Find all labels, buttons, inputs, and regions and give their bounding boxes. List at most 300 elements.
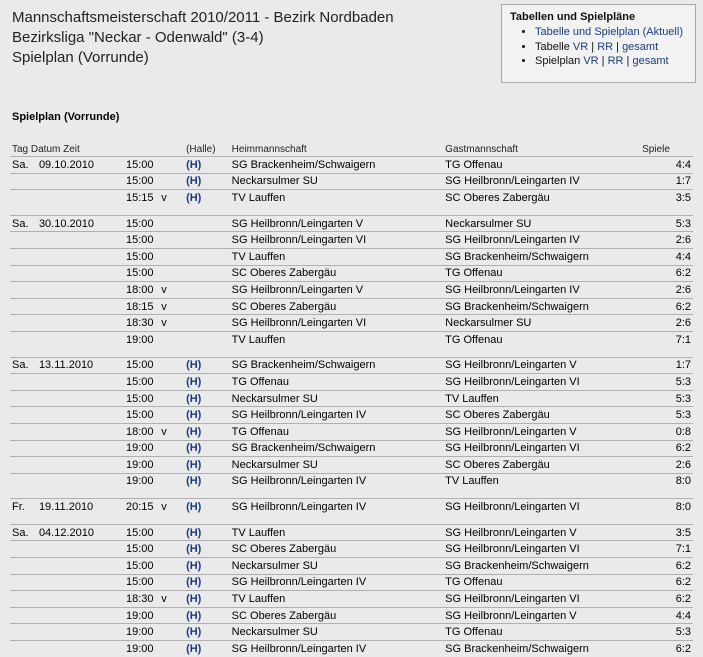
day-cell (10, 473, 37, 489)
home-team-link[interactable]: Neckarsulmer SU (231, 175, 318, 188)
time-cell: 19:00 (124, 457, 159, 474)
home-team-cell (230, 524, 444, 541)
halle-cell (184, 298, 230, 315)
day-cell (10, 298, 37, 315)
home-team-link[interactable]: TV Lauffen (231, 191, 286, 204)
home-team-link[interactable]: SG Brackenheim/Schwaigern (231, 442, 376, 455)
day-spacer (10, 515, 693, 525)
postponed-cell (159, 457, 184, 474)
halle-cell: (H) (184, 558, 230, 575)
guest-team-link[interactable]: TG Offenau (445, 158, 503, 171)
home-team-link[interactable]: TV Lauffen (231, 333, 286, 346)
date-cell (37, 331, 124, 347)
postponed-cell (159, 173, 184, 190)
guest-team-cell (443, 558, 640, 575)
date-cell (37, 374, 124, 391)
table-row (10, 157, 693, 174)
home-team-cell (230, 215, 444, 232)
guest-team-link[interactable]: SG Brackenheim/Schwaigern (445, 642, 589, 655)
guest-team-link[interactable]: TV Lauffen (445, 392, 499, 405)
home-team-link[interactable]: SG Heilbronn/Leingarten IV (231, 501, 367, 514)
result-cell: 2:6 (640, 457, 693, 474)
guest-team-cell (443, 499, 640, 515)
table-row (10, 440, 693, 457)
separator: | (591, 40, 595, 53)
halle-cell (184, 248, 230, 265)
postponed-cell (159, 524, 184, 541)
day-cell (10, 457, 37, 474)
guest-team-cell (443, 440, 640, 457)
day-cell (10, 190, 37, 206)
time-cell: 18:30 (124, 315, 159, 332)
table-row (10, 190, 693, 206)
home-team-link[interactable]: SG Heilbronn/Leingarten V (231, 283, 364, 296)
guest-team-cell (443, 232, 640, 249)
time-cell: 15:00 (124, 524, 159, 541)
home-team-link[interactable]: SC Oberes Zabergäu (231, 300, 337, 313)
day-cell (10, 591, 37, 608)
home-team-link[interactable]: SG Heilbronn/Leingarten IV (231, 576, 367, 589)
day-cell (10, 423, 37, 440)
result-cell: 6:2 (640, 558, 693, 575)
halle-cell: (H) (184, 173, 230, 190)
table-prefix: Tabelle (535, 40, 570, 53)
guest-team-link[interactable]: SC Oberes Zabergäu (445, 458, 550, 471)
col-tag-datum-zeit: Tag Datum Zeit (12, 143, 80, 155)
day-spacer (10, 348, 693, 358)
home-team-cell (230, 457, 444, 474)
result-cell: 2:6 (640, 232, 693, 249)
guest-team-cell (443, 298, 640, 315)
table-row (10, 390, 693, 407)
guest-team-link[interactable]: SG Heilbronn/Leingarten VI (445, 375, 580, 388)
halle-cell: (H) (184, 574, 230, 591)
guest-team-link[interactable]: SG Heilbronn/Leingarten V (445, 425, 577, 438)
home-team-link[interactable]: SG Heilbronn/Leingarten IV (231, 409, 367, 422)
guest-team-cell (443, 265, 640, 282)
day-cell (10, 607, 37, 624)
date-cell (37, 390, 124, 407)
halle-cell: (H) (184, 541, 230, 558)
date-cell (37, 624, 124, 641)
home-team-cell (230, 374, 444, 391)
time-cell: 19:00 (124, 440, 159, 457)
time-cell: 15:00 (124, 374, 159, 391)
col-games: Spiele (642, 143, 670, 155)
halle-cell: (H) (184, 190, 230, 206)
guest-team-link[interactable]: SG Brackenheim/Schwaigern (445, 250, 589, 263)
home-team-link[interactable]: TG Offenau (231, 375, 289, 388)
home-team-cell (230, 499, 444, 515)
halle-cell: (H) (184, 407, 230, 424)
table-header-row (10, 142, 693, 157)
page-header (12, 8, 394, 68)
result-cell: 6:2 (640, 641, 693, 657)
result-cell: 5:3 (640, 624, 693, 641)
time-cell: 15:00 (124, 407, 159, 424)
day-cell (10, 541, 37, 558)
tables-schedules-box (501, 4, 696, 83)
postponed-cell: v (159, 298, 184, 315)
day-cell (10, 282, 37, 299)
date-cell (37, 641, 124, 657)
table-row (10, 591, 693, 608)
home-team-link[interactable]: SC Oberes Zabergäu (231, 609, 337, 622)
result-cell: 4:4 (640, 157, 693, 174)
schedule-rr-link[interactable]: RR (607, 55, 624, 67)
infobox-title: Tabellen und Spielpläne (510, 11, 636, 23)
date-cell: 04.12.2010 (37, 524, 124, 541)
table-row (10, 331, 693, 347)
date-cell (37, 473, 124, 489)
halle-cell (184, 315, 230, 332)
table-rr-link[interactable]: RR (597, 40, 614, 53)
result-cell: 6:2 (640, 298, 693, 315)
guest-team-link[interactable]: SG Heilbronn/Leingarten V (445, 526, 577, 539)
table-row (10, 524, 693, 541)
day-cell: Sa. (10, 357, 37, 374)
date-cell: 13.11.2010 (37, 357, 124, 374)
home-team-link[interactable]: TG Offenau (231, 425, 289, 438)
home-team-cell (230, 390, 444, 407)
day-cell: Sa. (10, 215, 37, 232)
halle-cell: (H) (184, 440, 230, 457)
postponed-cell (159, 215, 184, 232)
postponed-cell (159, 357, 184, 374)
guest-team-link[interactable]: Neckarsulmer SU (445, 317, 532, 330)
result-cell: 8:0 (640, 473, 693, 489)
table-row (10, 282, 693, 299)
guest-team-cell (443, 248, 640, 265)
postponed-cell (159, 374, 184, 391)
separator: | (626, 55, 630, 67)
day-cell (10, 641, 37, 657)
result-cell: 6:2 (640, 591, 693, 608)
home-team-link[interactable]: SG Heilbronn/Leingarten IV (231, 642, 367, 655)
league-title: Bezirksliga "Neckar - Odenwald" (3-4) (12, 29, 264, 46)
time-cell: 15:00 (124, 541, 159, 558)
guest-team-link[interactable]: TG Offenau (445, 626, 503, 639)
time-cell: 15:00 (124, 390, 159, 407)
postponed-cell (159, 607, 184, 624)
result-cell: 3:5 (640, 524, 693, 541)
home-team-cell (230, 357, 444, 374)
home-team-cell (230, 282, 444, 299)
time-cell: 15:00 (124, 558, 159, 575)
time-cell: 19:00 (124, 641, 159, 657)
halle-cell: (H) (184, 357, 230, 374)
home-team-link[interactable]: SG Heilbronn/Leingarten VI (231, 317, 367, 330)
home-team-link[interactable]: SG Brackenheim/Schwaigern (231, 158, 376, 171)
home-team-cell (230, 232, 444, 249)
date-cell (37, 591, 124, 608)
infobox-item-schedule (535, 54, 687, 69)
halle-cell: (H) (184, 624, 230, 641)
home-team-link[interactable]: Neckarsulmer SU (231, 559, 318, 572)
result-cell: 3:5 (640, 190, 693, 206)
time-cell: 15:00 (124, 265, 159, 282)
day-cell (10, 315, 37, 332)
table-row (10, 641, 693, 657)
table-vr-link[interactable]: VR (572, 40, 589, 53)
date-cell (37, 232, 124, 249)
home-team-cell (230, 315, 444, 332)
schedule-vr-link[interactable]: VR (583, 55, 599, 67)
guest-team-link[interactable]: TG Offenau (445, 576, 503, 589)
result-cell: 0:8 (640, 423, 693, 440)
date-cell (37, 407, 124, 424)
guest-team-cell (443, 624, 640, 641)
date-cell (37, 315, 124, 332)
postponed-cell (159, 574, 184, 591)
time-cell: 20:15 (124, 499, 159, 515)
result-cell: 8:0 (640, 499, 693, 515)
date-cell (37, 558, 124, 575)
date-cell (37, 298, 124, 315)
halle-cell (184, 331, 230, 347)
table-row (10, 624, 693, 641)
date-cell (37, 248, 124, 265)
home-team-link[interactable]: SC Oberes Zabergäu (231, 267, 337, 280)
guest-team-link[interactable]: SG Heilbronn/Leingarten VI (445, 442, 580, 455)
schedule-title: Spielplan (Vorrunde) (12, 49, 149, 66)
guest-team-link[interactable]: SG Heilbronn/Leingarten V (445, 359, 577, 372)
halle-cell: (H) (184, 457, 230, 474)
col-guest: Gastmannschaft (445, 143, 518, 155)
postponed-cell (159, 473, 184, 489)
postponed-cell: v (159, 499, 184, 515)
time-cell: 19:00 (124, 624, 159, 641)
home-team-link[interactable]: TV Lauffen (231, 526, 286, 539)
home-team-link[interactable]: TV Lauffen (231, 593, 286, 606)
table-row (10, 173, 693, 190)
date-cell (37, 541, 124, 558)
halle-cell (184, 265, 230, 282)
time-cell: 15:00 (124, 232, 159, 249)
postponed-cell: v (159, 190, 184, 206)
result-cell: 1:7 (640, 173, 693, 190)
table-row (10, 499, 693, 515)
day-spacer (10, 489, 693, 499)
home-team-cell (230, 298, 444, 315)
guest-team-link[interactable]: SG Brackenheim/Schwaigern (445, 559, 589, 572)
guest-team-link[interactable]: SG Heilbronn/Leingarten IV (445, 283, 580, 296)
postponed-cell (159, 232, 184, 249)
date-cell (37, 173, 124, 190)
guest-team-link[interactable]: Neckarsulmer SU (445, 217, 532, 230)
result-cell: 6:2 (640, 574, 693, 591)
day-cell (10, 440, 37, 457)
table-gesamt-link[interactable]: gesamt (622, 40, 659, 53)
guest-team-cell (443, 357, 640, 374)
day-cell (10, 407, 37, 424)
guest-team-cell (443, 215, 640, 232)
postponed-cell: v (159, 423, 184, 440)
guest-team-link[interactable]: SG Heilbronn/Leingarten IV (445, 234, 580, 247)
time-cell: 18:15 (124, 298, 159, 315)
home-team-link[interactable]: Neckarsulmer SU (231, 458, 318, 471)
postponed-cell (159, 331, 184, 347)
table-row (10, 374, 693, 391)
championship-title: Mannschaftsmeisterschaft 2010/2011 - Bezirk Nordbaden (12, 9, 394, 26)
day-cell: Sa. (10, 157, 37, 174)
home-team-link[interactable]: SG Heilbronn/Leingarten VI (231, 234, 367, 247)
home-team-cell (230, 440, 444, 457)
postponed-cell (159, 541, 184, 558)
time-cell: 18:30 (124, 591, 159, 608)
guest-team-link[interactable]: TG Offenau (445, 333, 503, 346)
date-cell (37, 440, 124, 457)
home-team-cell (230, 641, 444, 657)
postponed-cell (159, 157, 184, 174)
day-cell (10, 374, 37, 391)
time-cell: 15:00 (124, 157, 159, 174)
table-row (10, 357, 693, 374)
table-row (10, 248, 693, 265)
guest-team-cell (443, 173, 640, 190)
home-team-link[interactable]: SG Heilbronn/Leingarten IV (231, 475, 367, 488)
guest-team-cell (443, 524, 640, 541)
day-spacer (10, 206, 693, 216)
col-home: Heimmannschaft (231, 143, 307, 155)
guest-team-link[interactable]: SC Oberes Zabergäu (445, 191, 550, 204)
home-team-link[interactable]: SC Oberes Zabergäu (231, 543, 337, 556)
date-cell (37, 265, 124, 282)
home-team-cell (230, 190, 444, 206)
result-cell: 5:3 (640, 407, 693, 424)
guest-team-cell (443, 473, 640, 489)
guest-team-cell (443, 190, 640, 206)
result-cell: 7:1 (640, 541, 693, 558)
home-team-cell (230, 331, 444, 347)
time-cell: 15:00 (124, 248, 159, 265)
home-team-cell (230, 624, 444, 641)
time-cell: 18:00 (124, 282, 159, 299)
table-row (10, 407, 693, 424)
postponed-cell (159, 440, 184, 457)
result-cell: 6:2 (640, 440, 693, 457)
postponed-cell (159, 641, 184, 657)
home-team-cell (230, 541, 444, 558)
guest-team-link[interactable]: SG Heilbronn/Leingarten IV (445, 175, 580, 188)
halle-cell: (H) (184, 374, 230, 391)
day-cell (10, 624, 37, 641)
guest-team-link[interactable]: SG Heilbronn/Leingarten VI (445, 593, 580, 606)
table-row (10, 423, 693, 440)
date-cell (37, 282, 124, 299)
separator: | (616, 40, 619, 53)
result-cell: 2:6 (640, 282, 693, 299)
home-team-cell (230, 574, 444, 591)
time-cell: 15:00 (124, 357, 159, 374)
home-team-cell (230, 407, 444, 424)
day-cell: Sa. (10, 524, 37, 541)
postponed-cell: v (159, 315, 184, 332)
home-team-link[interactable]: SG Brackenheim/Schwaigern (231, 359, 376, 372)
guest-team-link[interactable]: TG Offenau (445, 267, 503, 280)
time-cell: 15:00 (124, 173, 159, 190)
day-cell (10, 574, 37, 591)
home-team-cell (230, 157, 444, 174)
guest-team-link[interactable]: SC Oberes Zabergäu (445, 409, 550, 422)
halle-cell: (H) (184, 607, 230, 624)
result-cell: 4:4 (640, 248, 693, 265)
day-cell: Fr. (10, 499, 37, 515)
time-cell: 18:00 (124, 423, 159, 440)
halle-cell (184, 282, 230, 299)
guest-team-cell (443, 591, 640, 608)
postponed-cell (159, 558, 184, 575)
table-row (10, 232, 693, 249)
home-team-cell (230, 173, 444, 190)
separator: | (601, 55, 605, 67)
table-row (10, 315, 693, 332)
time-cell: 15:15 (124, 190, 159, 206)
guest-team-cell (443, 282, 640, 299)
guest-team-cell (443, 407, 640, 424)
date-cell (37, 574, 124, 591)
schedule-gesamt-link[interactable]: gesamt (632, 55, 669, 67)
home-team-cell (230, 265, 444, 282)
guest-team-cell (443, 541, 640, 558)
postponed-cell (159, 390, 184, 407)
halle-cell (184, 215, 230, 232)
date-cell: 30.10.2010 (37, 215, 124, 232)
current-table-link[interactable]: Tabelle und Spielplan (Aktuell) (535, 26, 683, 38)
schedule-body (10, 157, 693, 657)
guest-team-link[interactable]: SG Heilbronn/Leingarten V (445, 609, 577, 622)
guest-team-link[interactable]: SG Brackenheim/Schwaigern (445, 300, 589, 313)
home-team-cell (230, 248, 444, 265)
result-cell: 5:3 (640, 390, 693, 407)
infobox-list (510, 25, 687, 69)
halle-cell: (H) (184, 473, 230, 489)
date-cell: 09.10.2010 (37, 157, 124, 174)
guest-team-cell (443, 315, 640, 332)
table-row (10, 298, 693, 315)
guest-team-cell (443, 607, 640, 624)
halle-cell: (H) (184, 641, 230, 657)
guest-team-cell (443, 374, 640, 391)
home-team-link[interactable]: TV Lauffen (231, 250, 286, 263)
home-team-link[interactable]: Neckarsulmer SU (231, 392, 318, 405)
home-team-link[interactable]: Neckarsulmer SU (231, 626, 318, 639)
guest-team-link[interactable]: SG Heilbronn/Leingarten VI (445, 543, 580, 556)
halle-cell: (H) (184, 591, 230, 608)
day-cell (10, 331, 37, 347)
guest-team-cell (443, 331, 640, 347)
result-cell: 2:6 (640, 315, 693, 332)
time-cell: 15:00 (124, 574, 159, 591)
section-title: Spielplan (Vorrunde) (12, 111, 120, 123)
guest-team-cell (443, 157, 640, 174)
spacer-cell (10, 348, 693, 358)
spacer-cell (10, 206, 693, 216)
date-cell (37, 423, 124, 440)
guest-team-link[interactable]: SG Heilbronn/Leingarten VI (445, 501, 580, 514)
halle-cell: (H) (184, 157, 230, 174)
home-team-link[interactable]: SG Heilbronn/Leingarten V (231, 217, 364, 230)
postponed-cell (159, 248, 184, 265)
table-row (10, 574, 693, 591)
time-cell: 19:00 (124, 607, 159, 624)
result-cell: 1:7 (640, 357, 693, 374)
guest-team-cell (443, 574, 640, 591)
day-cell (10, 248, 37, 265)
halle-cell (184, 232, 230, 249)
day-cell (10, 232, 37, 249)
guest-team-link[interactable]: TV Lauffen (445, 475, 499, 488)
